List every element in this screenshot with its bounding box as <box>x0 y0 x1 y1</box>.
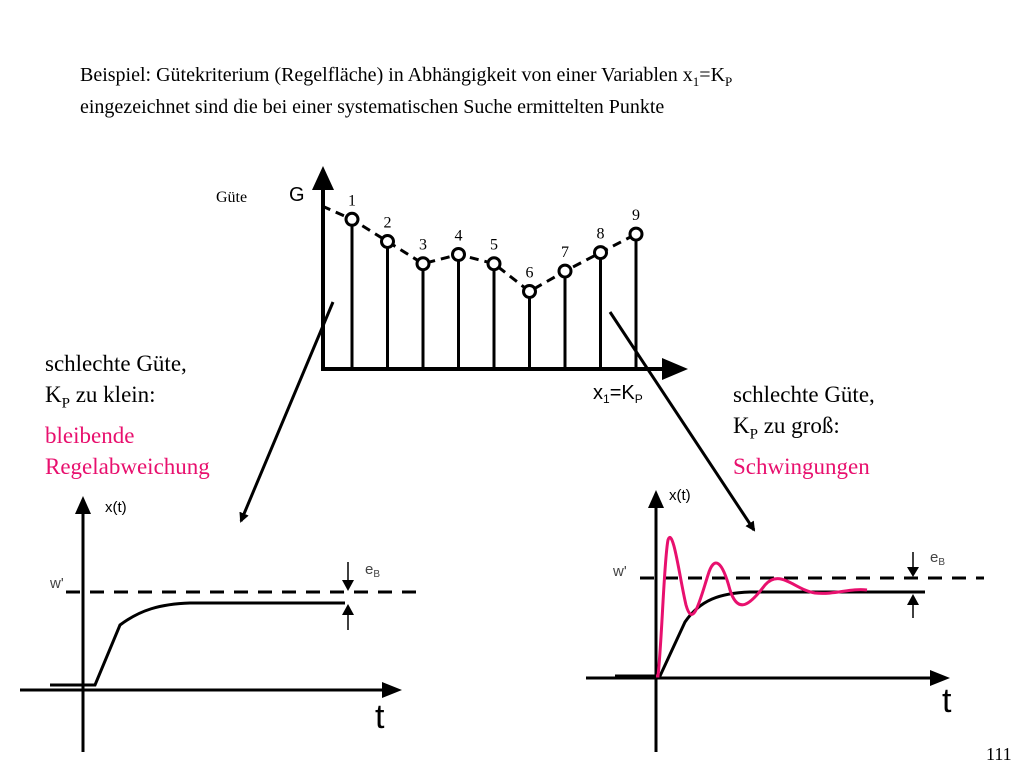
left-eb-up-arrow-icon <box>342 604 354 615</box>
point-8 <box>595 247 607 259</box>
right-eb-up-arrow-icon <box>907 594 919 605</box>
top-x-axis-label <box>593 382 643 406</box>
point-label-3: 3 <box>419 236 427 254</box>
left-plot-response-curve <box>50 603 345 685</box>
left-eb-down-arrow-icon <box>342 580 354 591</box>
point-5 <box>488 258 500 270</box>
page-number: 111 <box>986 744 1012 764</box>
right-note-line-3: Schwingungen <box>733 453 870 479</box>
left-plot-y-arrow-icon <box>75 496 91 514</box>
right-note <box>733 379 875 482</box>
left-note-line-2 <box>45 379 210 420</box>
point-9 <box>630 228 642 240</box>
right-plot-y-label: x(t) <box>669 487 691 504</box>
point-label-7: 7 <box>561 244 569 262</box>
heading-line-1-text: Beispiel: Gütekriterium (Regelfläche) in Abhängigkeit von einer Variablen x <box>80 64 693 86</box>
right-plot <box>586 487 984 752</box>
heading-sub-p: P <box>725 74 733 89</box>
left-e-sub: B <box>373 569 381 580</box>
point-label-6: 6 <box>525 264 534 282</box>
right-e-sub: B <box>938 557 946 568</box>
right-note-line-1: schlechte Güte, <box>733 382 875 407</box>
heading-sub-1: 1 <box>692 74 700 89</box>
left-plot-e-label <box>365 561 380 580</box>
x-label-sub-1: 1 <box>603 392 610 406</box>
left-note-line-3: bleibende <box>45 422 135 448</box>
point-label-1: 1 <box>348 192 356 210</box>
point-1 <box>346 213 358 225</box>
right-e-main: e <box>930 549 939 566</box>
right-note-line-2-rest: zu groß: <box>757 413 840 438</box>
left-plot-t-label: t <box>375 698 385 736</box>
left-note-line-1: schlechte Güte, <box>45 351 187 376</box>
right-note-k: K <box>733 413 750 438</box>
left-note-k-sub: P <box>61 395 70 412</box>
point-3 <box>417 258 429 270</box>
right-plot-w-label: w' <box>613 563 627 580</box>
point-6 <box>524 285 536 297</box>
point-label-4: 4 <box>454 227 463 245</box>
left-e-main: e <box>365 561 374 578</box>
x-label-sub-p: P <box>634 392 643 406</box>
left-plot <box>20 496 418 752</box>
heading-eq: =K <box>699 64 726 86</box>
top-chart-dashed-curve <box>322 206 636 291</box>
x-label-eq: =K <box>609 382 635 404</box>
point-label-9: 9 <box>632 207 640 225</box>
top-y-axis-label: G <box>289 184 305 206</box>
left-note-line-4: Regelabweichung <box>45 453 210 479</box>
left-note-line-2-rest: zu klein: <box>69 382 156 407</box>
left-note-k: K <box>45 382 62 407</box>
right-eb-down-arrow-icon <box>907 567 919 577</box>
left-note <box>45 348 210 482</box>
point-2 <box>382 236 394 248</box>
heading-line-2: eingezeichnet sind die bei einer systematischen Suche ermittelten Punkte <box>80 96 665 118</box>
left-plot-y-label: x(t) <box>105 499 127 516</box>
right-note-line-2 <box>733 410 875 451</box>
point-label-5: 5 <box>490 236 498 254</box>
left-plot-t-arrow-icon <box>382 682 402 698</box>
x-label-main: x <box>593 382 603 404</box>
right-plot-oscillation-curve <box>656 537 867 676</box>
point-label-8: 8 <box>596 225 605 243</box>
guete-label: Güte <box>216 189 248 206</box>
top-y-axis-arrow-icon <box>312 166 334 190</box>
point-4 <box>453 248 465 260</box>
left-plot-w-label: w' <box>50 575 64 592</box>
right-plot-y-arrow-icon <box>648 490 664 508</box>
right-plot-e-label <box>930 549 945 568</box>
top-chart <box>216 166 688 406</box>
left-pointer-arrow <box>241 302 333 521</box>
right-plot-t-label: t <box>942 682 952 720</box>
top-x-axis-arrow-icon <box>662 358 688 380</box>
right-note-k-sub: P <box>749 426 758 443</box>
point-7 <box>559 265 571 277</box>
point-label-2: 2 <box>383 214 392 232</box>
